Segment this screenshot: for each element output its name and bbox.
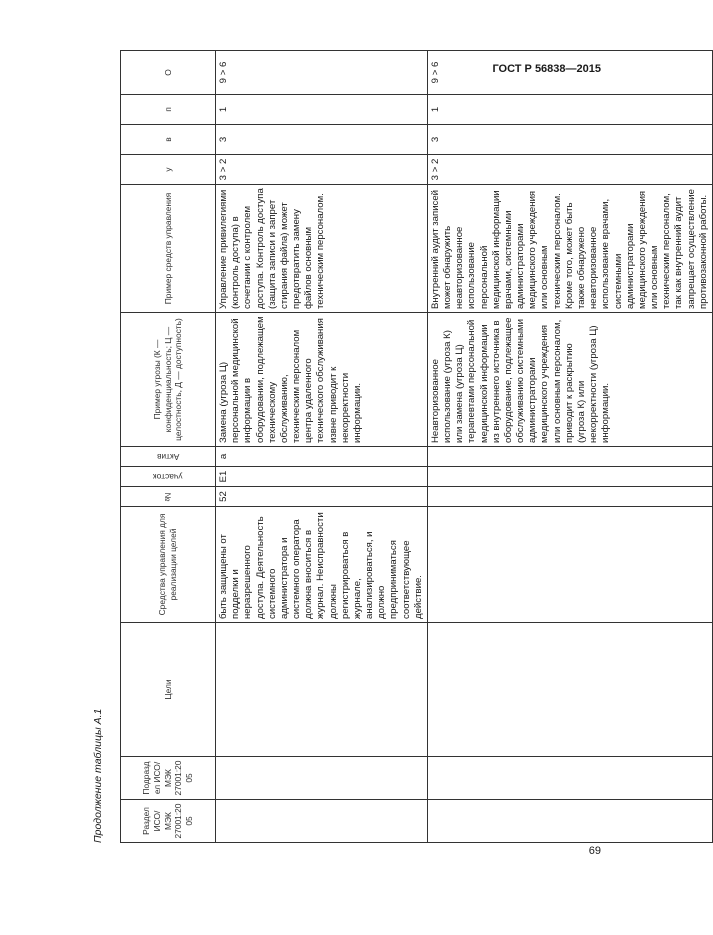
col-o: О: [121, 51, 216, 95]
cell-asset: а: [216, 447, 428, 467]
cell-example: Внутренний аудит записей может обнаружить неавторизованное использование персональной медицинской информации врачами, системными администраторами медицинского учреждения или основным техническим персоналом. Кроме того, может быть также обнаружено неавторизованное использование врачами, системными администраторами медицинского учреждения или основным техническим персоналом, так как внутренний аудит запрещает осуществление противозаконной работы.: [427, 185, 712, 313]
cell-goal: [427, 623, 712, 757]
cell-o: 9 > 6: [427, 51, 712, 95]
col-area-label: участок: [153, 471, 183, 482]
col-number-label: №: [163, 491, 173, 502]
cell-section: [216, 800, 428, 843]
col-asset: [121, 447, 216, 467]
cell-v: 3: [427, 125, 712, 155]
col-subsection: Подраздел ИСО/МЭК 27001:2005: [121, 757, 216, 800]
cell-area: [427, 467, 712, 487]
col-p: п: [121, 95, 216, 125]
col-goals: Цели: [121, 623, 216, 757]
col-number: [121, 487, 216, 507]
cell-asset: [427, 447, 712, 467]
cell-example: Управление привилегиями (контроль доступа) в сочетании с контролем доступа. Контроль доступа (защита записи и запрет стирания файла) может предотвратить замену файлов основным техническим персоналом.: [216, 185, 428, 313]
table-row: [216, 51, 428, 843]
cell-p: 1: [216, 95, 428, 125]
cell-controls: быть защищены от подделки и неразрешенного доступа. Деятельность системного администратора и системного оператора должна вноситься в журнал. Неисправности должны регистрироваться в журнале, анализироваться, и должно предприниматься соответствующее действие.: [216, 507, 428, 623]
table-caption: Продолжение таблицы А.1: [92, 708, 104, 843]
page-number: 69: [588, 845, 601, 857]
col-asset-label: Актив: [156, 451, 180, 462]
cell-section: [427, 800, 712, 843]
cell-v: 3: [216, 125, 428, 155]
cell-area: Е1: [216, 467, 428, 487]
cell-goal: [216, 623, 428, 757]
cell-threat: Неавторизованное использование (угроза К) или замена (угроза Ц) терапевтами персональной медицинской информации из внутреннего источника в оборудование, подлежащее обслуживанию системными администраторами медицинского учреждения или основным персоналом, приводит к раскрытию (угроза К) или некорректности (угроза Ц) информации.: [427, 313, 712, 447]
col-controls: Средства управления для реализации целей: [121, 507, 216, 623]
col-example: Пример средств управления: [121, 185, 216, 313]
table-header-row: [121, 51, 216, 843]
cell-subsection: [427, 757, 712, 800]
col-threat: Пример угрозы (К — конфиденциальность; Ц — целостность, Д — доступность): [121, 313, 216, 447]
cell-o: 9 > 6: [216, 51, 428, 95]
cell-controls: [427, 507, 712, 623]
cell-number: 52: [216, 487, 428, 507]
col-area: [121, 467, 216, 487]
controls-table: [120, 50, 713, 843]
cell-number: [427, 487, 712, 507]
cell-u: 3 > 2: [427, 155, 712, 185]
cell-p: 1: [427, 95, 712, 125]
cell-subsection: [216, 757, 428, 800]
cell-u: 3 > 2: [216, 155, 428, 185]
col-section: Раздел ИСО/МЭК 27001:2005: [121, 800, 216, 843]
col-v: в: [121, 125, 216, 155]
col-u: у: [121, 155, 216, 185]
cell-threat: Замена (угроза Ц) персональной медицинской информации в оборудовании, подлежащем техническому обслуживанию, техническим персоналом центра удаленного технического обслуживания извне приводит к некорректности информации.: [216, 313, 428, 447]
document-header: ГОСТ Р 56838—2015: [492, 63, 601, 75]
table-row: [427, 51, 712, 843]
